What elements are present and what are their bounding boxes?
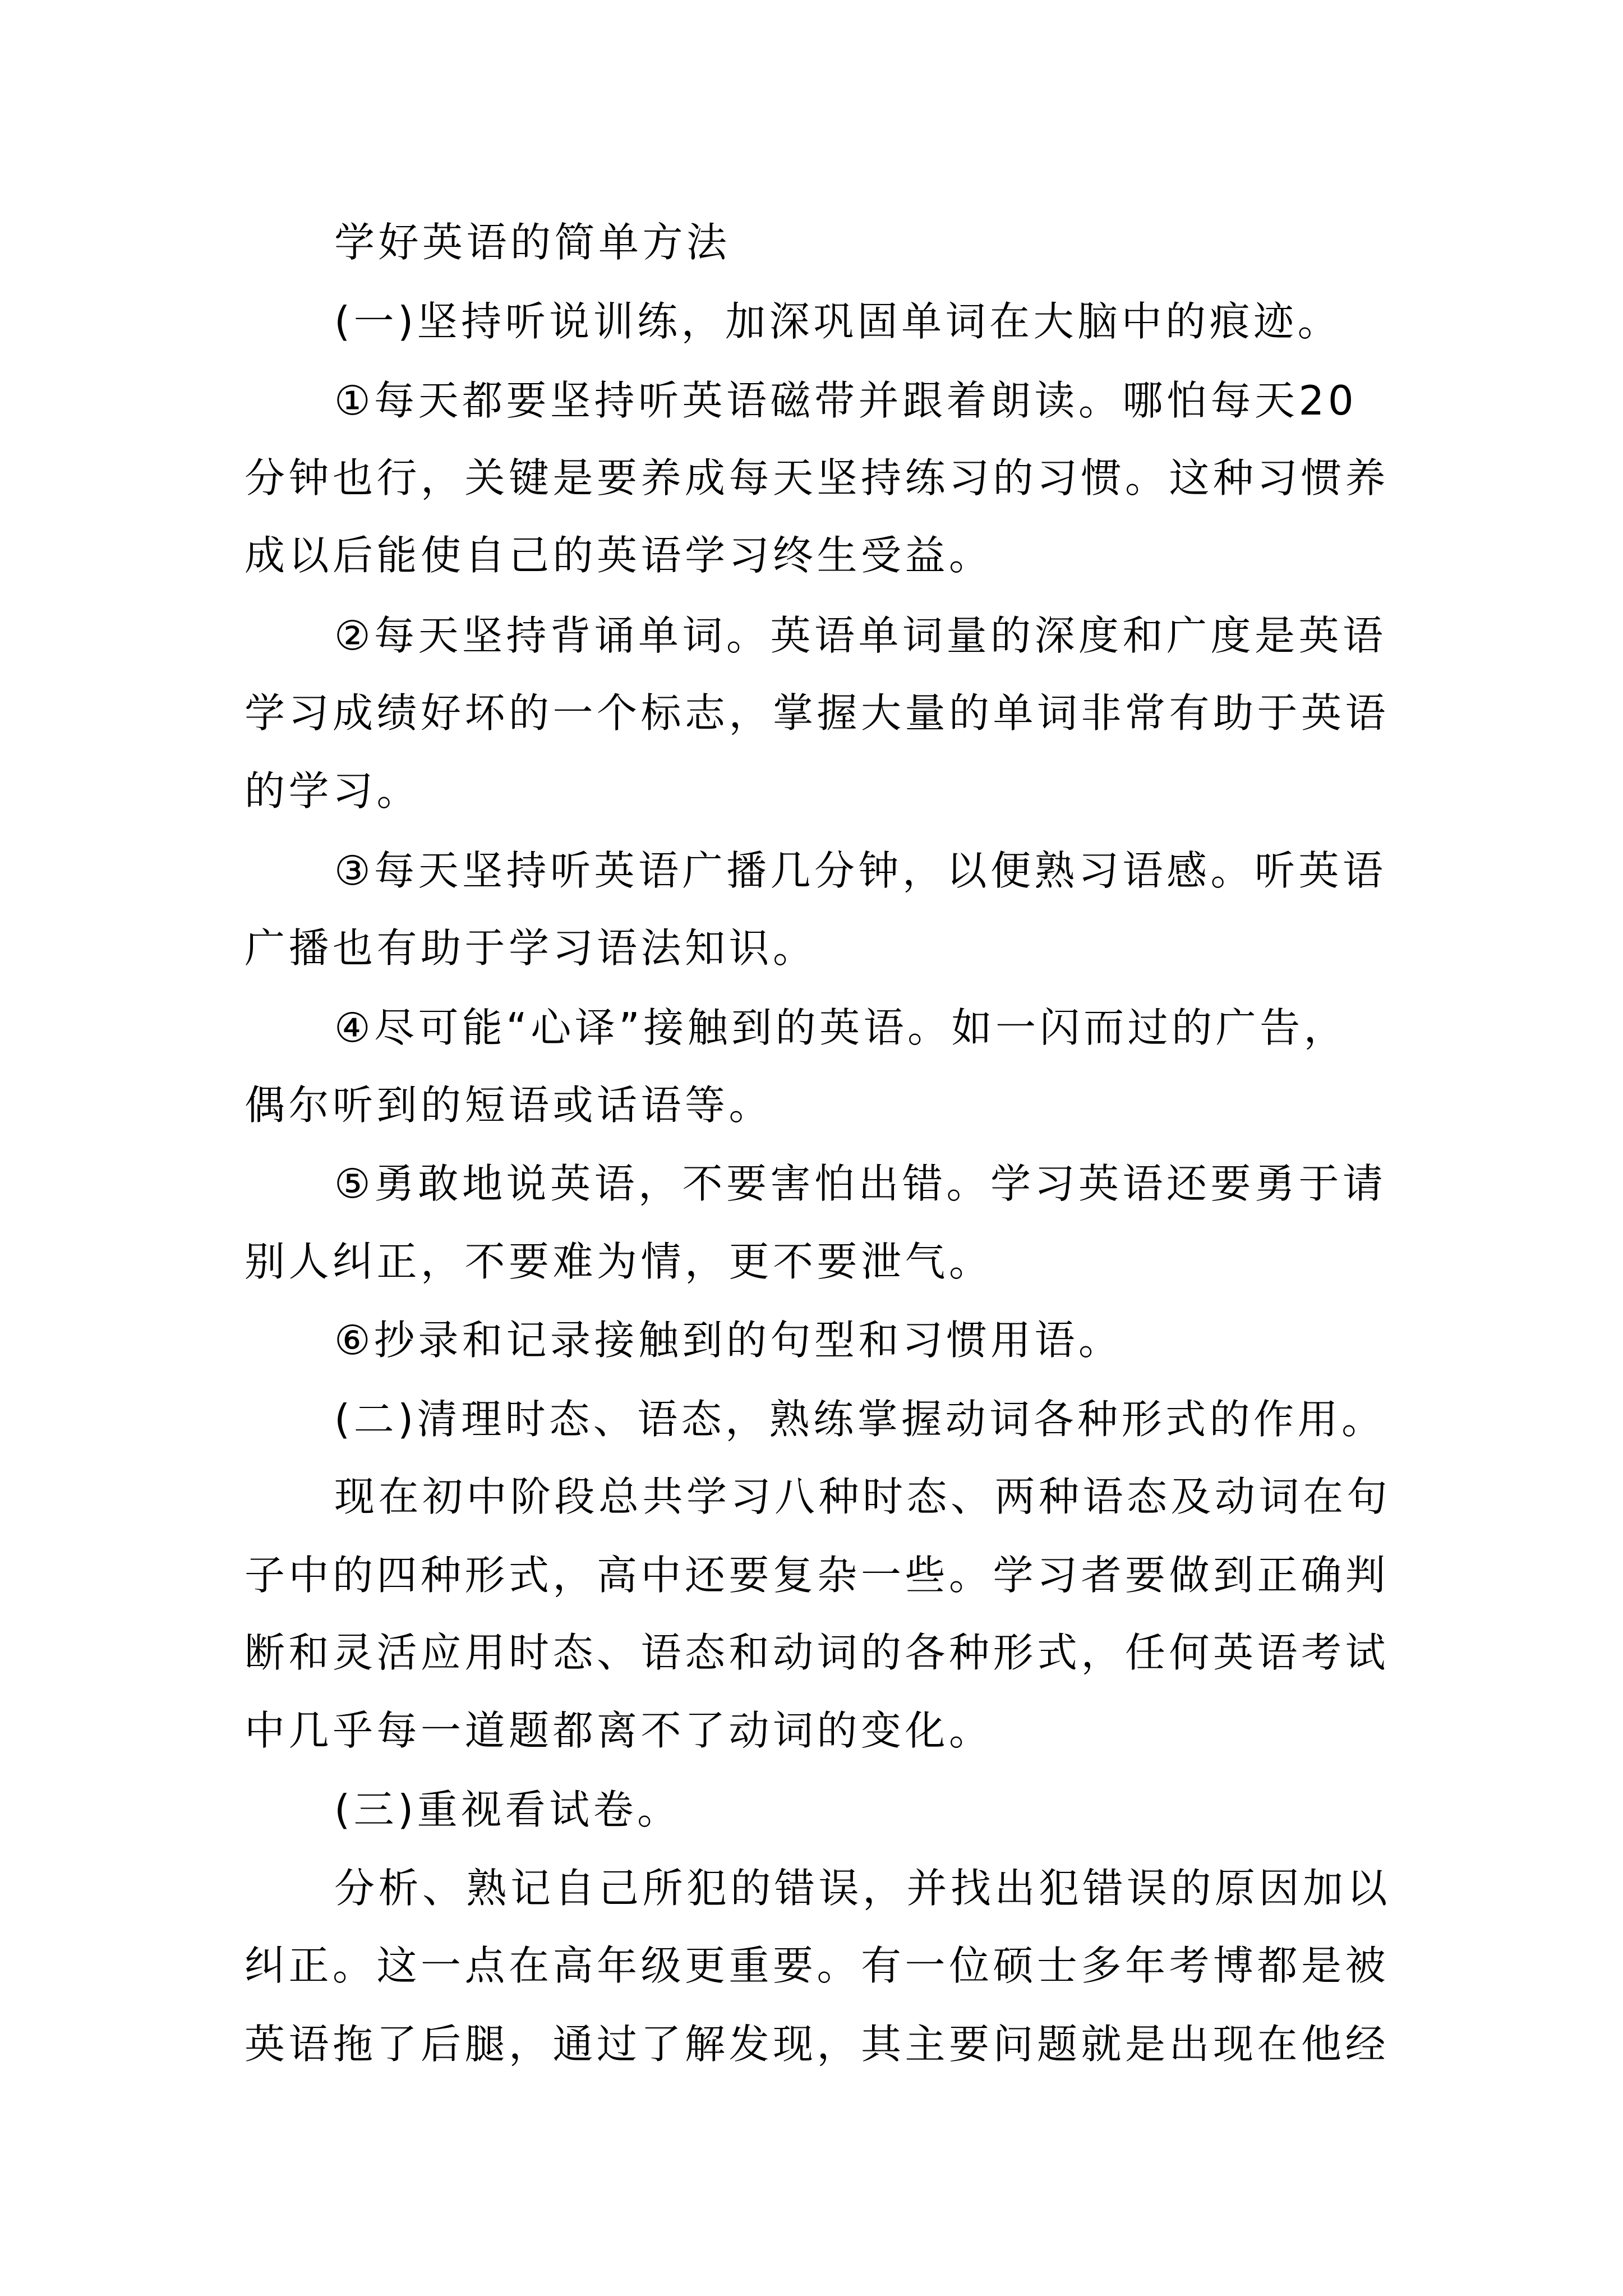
document-title: 学好英语的简单方法: [334, 219, 731, 266]
paragraph-line: 的学习。: [245, 767, 421, 815]
paragraph-line: ④尽可能“心译”接触到的英语。如一闪而过的广告，: [334, 1004, 1348, 1051]
paragraph-line: 英语拖了后腿，通过了解发现，其主要问题就是出现在他经: [245, 2021, 1390, 2068]
section-heading-3: (三)重视看试卷。: [334, 1786, 681, 1833]
paragraph-line: 子中的四种形式，高中还要复杂一些。学习者要做到正确判: [245, 1552, 1390, 1599]
paragraph-line: ①每天都要坚持听英语磁带并跟着朗读。哪怕每天20: [334, 377, 1358, 424]
paragraph-line: 断和灵活应用时态、语态和动词的各种形式，任何英语考试: [245, 1629, 1390, 1676]
paragraph-line: 成以后能使自己的英语学习终生受益。: [245, 532, 993, 579]
paragraph-line: 学习成绩好坏的一个标志，掌握大量的单词非常有助于英语: [245, 689, 1390, 737]
paragraph-line: 分析、熟记自己所犯的错误，并找出犯错误的原因加以: [334, 1865, 1391, 1912]
paragraph-line: 现在初中阶段总共学习八种时态、两种语态及动词在句: [334, 1473, 1391, 1520]
section-heading-2: (二)清理时态、语态，熟练掌握动词各种形式的作用。: [334, 1396, 1386, 1443]
paragraph-line: 分钟也行，关键是要养成每天坚持练习的习惯。这种习惯养: [245, 454, 1390, 501]
paragraph-line: 广播也有助于学习语法知识。: [245, 924, 817, 972]
paragraph-line: ②每天坚持背诵单词。英语单词量的深度和广度是英语: [334, 612, 1387, 659]
paragraph-line: 中几乎每一道题都离不了动词的变化。: [245, 1707, 993, 1754]
paragraph-line: 偶尔听到的短语或话语等。: [245, 1082, 773, 1129]
paragraph-line: 别人纠正，不要难为情，更不要泄气。: [245, 1238, 993, 1285]
paragraph-line: ⑤勇敢地说英语，不要害怕出错。学习英语还要勇于请: [334, 1160, 1387, 1207]
paragraph-line: 纠正。这一点在高年级更重要。有一位硕士多年考博都是被: [245, 1942, 1390, 1989]
paragraph-line: ③每天坚持听英语广播几分钟，以便熟习语感。听英语: [334, 847, 1387, 894]
section-heading-1: (一)坚持听说训练，加深巩固单词在大脑中的痕迹。: [334, 298, 1342, 345]
paragraph-line: ⑥抄录和记录接触到的句型和习惯用语。: [334, 1317, 1123, 1364]
